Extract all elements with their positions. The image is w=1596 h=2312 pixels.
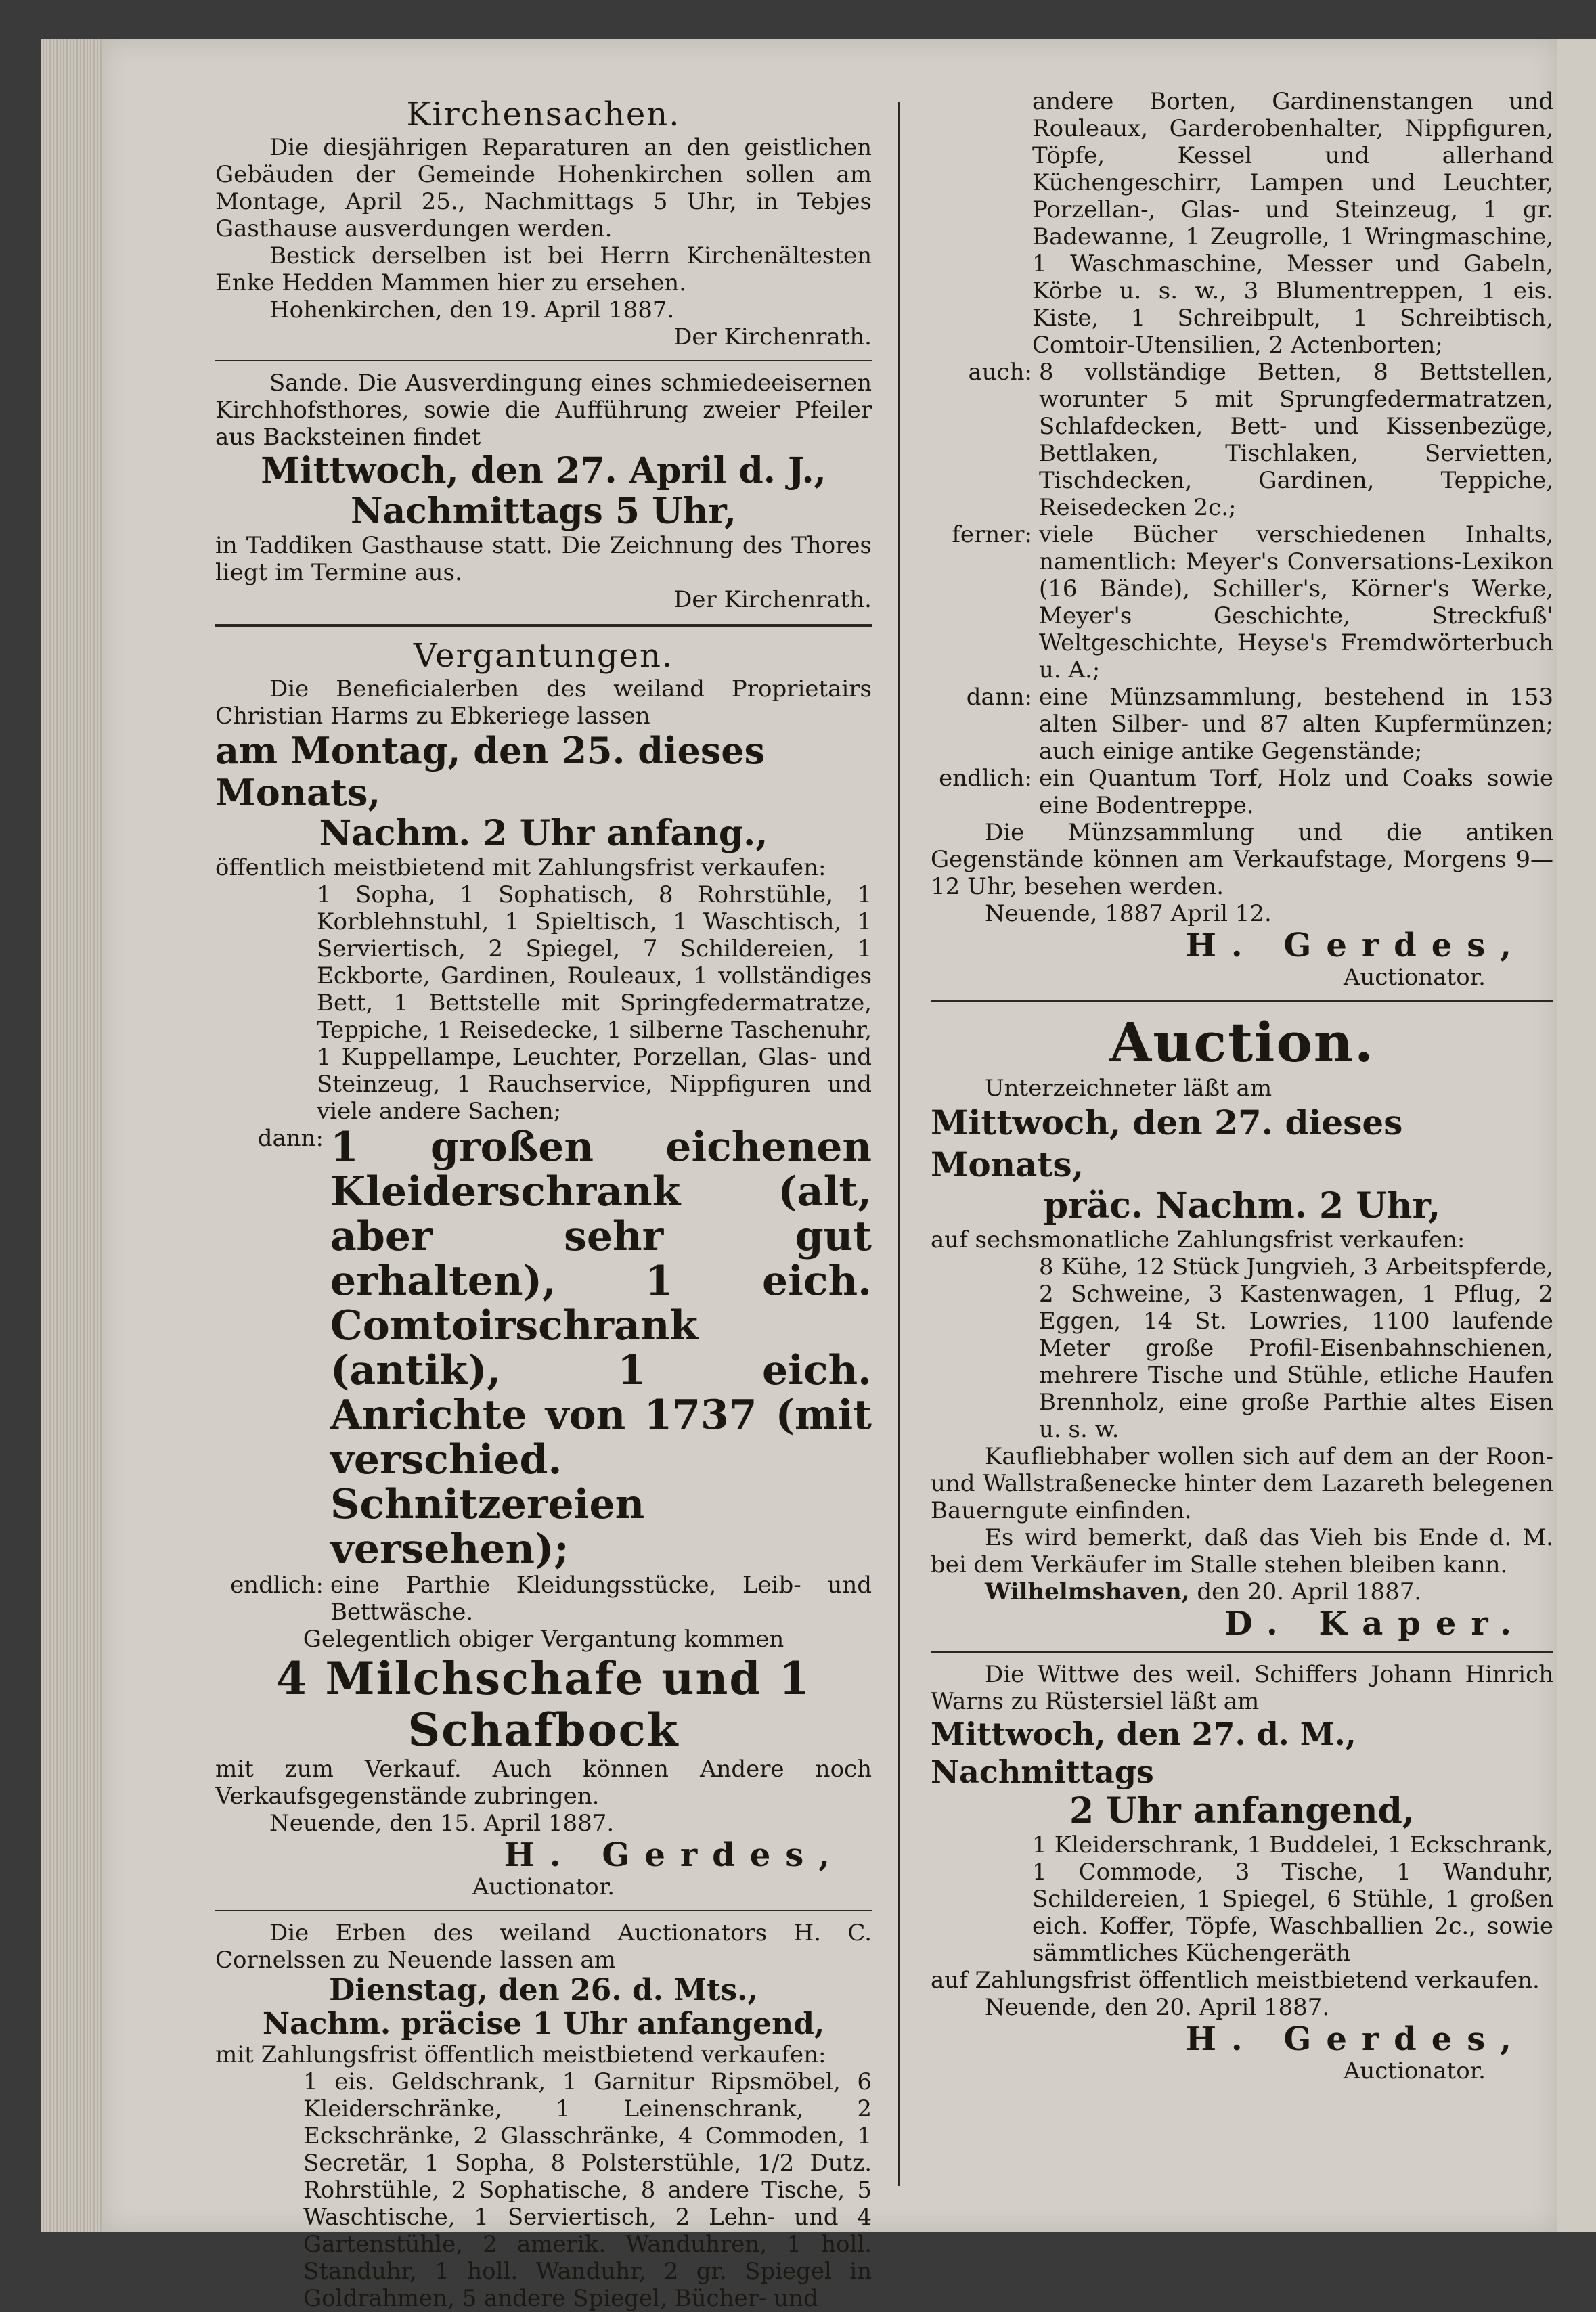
separator xyxy=(931,1000,1553,1002)
vergantungen-date: Neuende, den 15. April 1887. xyxy=(269,1810,615,1837)
auction-intro: Unterzeichneter läßt am xyxy=(985,1075,1272,1102)
sande-time-line: Nachmittags 5 Uhr, xyxy=(350,491,737,532)
separator xyxy=(931,1651,1553,1653)
cont-endlich-row xyxy=(931,765,1553,819)
cont-dann-row xyxy=(931,684,1553,765)
vergantungen-closing: mit zum Verkauf. Auch können Andere noch Verkaufsgegenstände zubringen. xyxy=(215,1756,872,1810)
warns-role: Auctionator. xyxy=(1343,2058,1486,2085)
dann-items: eine Münzsammlung, bestehend in 153 alten Silber- und 87 alten Kupfermünzen; auch einige antike Gegenstände; xyxy=(1039,684,1553,765)
column-divider xyxy=(898,102,900,2186)
sande-body: Sande. Die Ausverdingung eines schmiedeeisernen Kirchhofsthores, sowie die Aufführung zweier Pfeiler aus Backsteinen findet xyxy=(215,370,872,451)
ferner-label: ferner: xyxy=(952,521,1032,548)
cornelssen-terms: mit Zahlungsfrist öffentlich meistbietend verkaufen: xyxy=(215,2041,826,2068)
auction-buyers: Kaufliebhaber wollen sich auf dem an der Roon- und Wallstraßenecke hinter dem Lazareth belegenen Bauerngute einfinden. xyxy=(931,1443,1553,1524)
sande-signature: Der Kirchenrath. xyxy=(673,586,872,613)
warns-intro: Die Wittwe des weil. Schiffers Johann Hinrich Warns zu Rüstersiel läßt am xyxy=(931,1661,1553,1715)
notice-vergantungen xyxy=(215,636,872,1900)
vergantungen-role: Auctionator. xyxy=(472,1873,615,1900)
separator xyxy=(215,1910,872,1911)
warns-date-line: Mittwoch, den 27. d. M., Nachmittags xyxy=(931,1716,1356,1790)
endlich-items: ein Quantum Torf, Holz und Coaks sowie eine Bodentreppe. xyxy=(1039,765,1553,819)
cont-ferner-row xyxy=(931,521,1553,684)
vergantungen-signature: H. Gerdes, xyxy=(504,1836,845,1874)
cont-viewing: Die Münzsammlung und die antiken Gegenstände können am Verkaufstage, Morgens 9—12 Uhr, besehen werden. xyxy=(931,819,1553,900)
heading-kirchensachen: Kirchensachen. xyxy=(406,95,681,133)
warns-terms: auf Zahlungsfrist öffentlich meistbietend verkaufen. xyxy=(931,1967,1540,1994)
separator xyxy=(215,624,872,627)
cont-date: Neuende, 1887 April 12. xyxy=(985,900,1272,927)
vergantungen-time-line: Nachm. 2 Uhr anfang., xyxy=(319,813,768,854)
cornelssen-time-line: Nachm. präcise 1 Uhr anfangend, xyxy=(262,2007,825,2041)
auction-note: Es wird bemerkt, daß das Vieh bis Ende d. M. bei dem Verkäufer im Stalle stehen bleiben kann. xyxy=(931,1524,1553,1578)
cont-role: Auctionator. xyxy=(1343,964,1486,991)
auction-date: den 20. April 1887. xyxy=(1197,1578,1422,1605)
heading-vergantungen: Vergantungen. xyxy=(413,637,674,675)
dann-items: 1 großen eichenen Kleiderschrank (alt, aber sehr gut erhalten), 1 eich. Comtoirschrank (antik), 1 eich. Anrichte von 1737 (mit verschied. Schnitzereien versehen); xyxy=(330,1124,872,1573)
right-column xyxy=(931,88,1553,2085)
sande-body2: in Taddiken Gasthause statt. Die Zeichnung des Thores liegt im Termine aus. xyxy=(215,532,872,586)
kirchensachen-body: Die diesjährigen Reparaturen an den geistlichen Gebäuden der Gemeinde Hohenkirchen sollen am Montage, April 25., Nachmittags 5 Uhr, in Tebjes Gasthause ausverdungen werden. xyxy=(215,134,872,242)
warns-signature: H. Gerdes, xyxy=(1185,2020,1526,2058)
cornelssen-intro: Die Erben des weiland Auctionators H. C. Cornelssen zu Neuende lassen am xyxy=(215,1919,872,1974)
notice-sande xyxy=(215,370,872,613)
sande-date-line: Mittwoch, den 27. April d. J., xyxy=(261,450,826,491)
endlich-label: endlich: xyxy=(939,765,1032,792)
notice-auction xyxy=(931,1010,1553,1642)
vergantungen-terms: öffentlich meistbietend mit Zahlungsfrist verkaufen: xyxy=(215,854,826,881)
separator xyxy=(215,360,872,361)
notice-kirchensachen xyxy=(215,95,872,351)
auch-label: auch: xyxy=(968,359,1032,386)
warns-items: 1 Kleiderschrank, 1 Buddelei, 1 Eckschrank, 1 Commode, 3 Tische, 1 Wanduhr, Schildereien, 1 Spiegel, 6 Stühle, 1 großen eich. Koffer, Töpfe, Waschballien 2c., sowie sämmtliches Küchengeräth xyxy=(1032,1831,1553,1967)
ferner-items: viele Bücher verschiedenen Inhalts, namentlich: Meyer's Conversations-Lexikon (16 Bände), Schiller's, Körner's Werke, Meyer's Geschichte, Streckfuß' Weltgeschichte, Heyse's Fremdwörterbuch u. A.; xyxy=(1039,521,1553,684)
left-column xyxy=(215,95,872,2312)
kirchensachen-signature: Der Kirchenrath. xyxy=(673,324,872,351)
endlich-items: eine Parthie Kleidungsstücke, Leib- und Bettwäsche. xyxy=(330,1572,872,1626)
vergantungen-sheep: 4 Milchschafe und 1 Schafbock xyxy=(275,1652,812,1756)
book-page-edge xyxy=(41,39,108,2232)
warns-time-line: 2 Uhr anfangend, xyxy=(1069,1790,1415,1831)
auction-signature: D. Kaper. xyxy=(1224,1605,1526,1643)
cont-items: andere Borten, Gardinenstangen und Rouleaux, Garderobenhalter, Nippfiguren, Töpfe, Kessel und allerhand Küchengeschirr, Lampen und Leuchter, Porzellan-, Glas- und Steinzeug, 1 gr. Badewanne, 1 Zeugrolle, 1 Wringmaschine, 1 Waschmaschine, Messer und Gabeln, Körbe u. s. w., 3 Blumentreppen, 1 eis. Kiste, 1 Schreibpult, 1 Schreibtisch, Comtoir-Utensilien, 2 Actenborten; xyxy=(1032,88,1553,359)
cont-signature: H. Gerdes, xyxy=(1185,927,1526,964)
kirchensachen-date: Hohenkirchen, den 19. April 1887. xyxy=(269,296,675,324)
vergantungen-dann-row xyxy=(215,1125,872,1572)
auction-items: 8 Kühe, 12 Stück Jungvieh, 3 Arbeitspferde, 2 Schweine, 3 Kastenwagen, 1 Pflug, 2 Eggen, 14 St. Lowries, 1100 laufende Meter große Profil-Eisenbahnschienen, mehrere Tische und Stühle, etliche Haufen Brennholz, eine große Parthie altes Eisen u. s. w. xyxy=(1039,1253,1553,1443)
auction-time-line: präc. Nachm. 2 Uhr, xyxy=(1043,1185,1441,1226)
notice-cornelssen xyxy=(215,1919,872,2312)
cornelssen-items: 1 eis. Geldschrank, 1 Garnitur Ripsmöbel, 6 Kleiderschränke, 1 Leinenschrank, 2 Eckschränke, 2 Glasschränke, 4 Commoden, 1 Secretär, 1 Sopha, 8 Polsterstühle, 1/2 Dutz. Rohrstühle, 2 Sophatische, 8 andere Tische, 5 Waschtische, 1 Serviertisch, 2 Lehn- und 4 Gartenstühle, 2 amerik. Wanduhren, 1 holl. Standuhr, 1 holl. Wanduhr, 2 gr. Spiegel in Goldrahmen, 5 andere Spiegel, Bücher- und xyxy=(303,2068,872,2312)
notice-warns xyxy=(931,1661,1553,2085)
vergantungen-items: 1 Sopha, 1 Sophatisch, 8 Rohrstühle, 1 Korblehnstuhl, 1 Spieltisch, 1 Waschtisch, 1 Serviertisch, 2 Spiegel, 7 Schildereien, 1 Eckborte, Gardinen, Rouleaux, 1 vollständiges Bett, 1 Bettstelle mit Springfedermatratze, Teppiche, 1 Reisedecke, 1 silberne Taschenuhr, 1 Kuppellampe, Leuchter, Porzellan, Glas- und Steinzeug, 1 Rauchservice, Nippfiguren und viele andere Sachen; xyxy=(317,881,872,1125)
auction-terms: auf sechsmonatliche Zahlungsfrist verkaufen: xyxy=(931,1226,1465,1253)
adjacent-page-strip xyxy=(1557,39,1596,2232)
warns-date: Neuende, den 20. April 1887. xyxy=(985,1994,1330,2021)
notice-continuation xyxy=(931,88,1553,991)
endlich-label: endlich: xyxy=(230,1572,324,1599)
vergantungen-date-line: am Montag, den 25. dieses Monats, xyxy=(215,729,765,814)
kirchensachen-body2: Bestick derselben ist bei Herrn Kirchenältesten Enke Hedden Mammen hier zu ersehen. xyxy=(215,242,872,296)
auch-items: 8 vollständige Betten, 8 Bettstellen, worunter 5 mit Sprungfedermatratzen, Schlafdecken, Bett- und Kissenbezüge, Bettlaken, Tischlaken, Servietten, Tischdecken, Gardinen, Teppiche, Reisedecken 2c.; xyxy=(1039,359,1553,521)
dann-label: dann: xyxy=(257,1125,324,1152)
auction-date-line: Mittwoch, den 27. dieses Monats, xyxy=(931,1103,1403,1184)
dann-label: dann: xyxy=(966,684,1032,711)
cornelssen-date-line: Dienstag, den 26. d. Mts., xyxy=(329,1973,758,2007)
heading-auction: Auction. xyxy=(1109,1010,1375,1074)
auction-place: Wilhelmshaven, xyxy=(985,1578,1190,1605)
vergantungen-occasion: Gelegentlich obiger Vergantung kommen xyxy=(303,1626,784,1653)
vergantungen-endlich-row xyxy=(215,1572,872,1626)
vergantungen-intro: Die Beneficialerben des weiland Proprietairs Christian Harms zu Ebkeriege lassen xyxy=(215,675,872,730)
auction-date-row xyxy=(931,1578,1553,1605)
cont-auch-row xyxy=(931,359,1553,521)
